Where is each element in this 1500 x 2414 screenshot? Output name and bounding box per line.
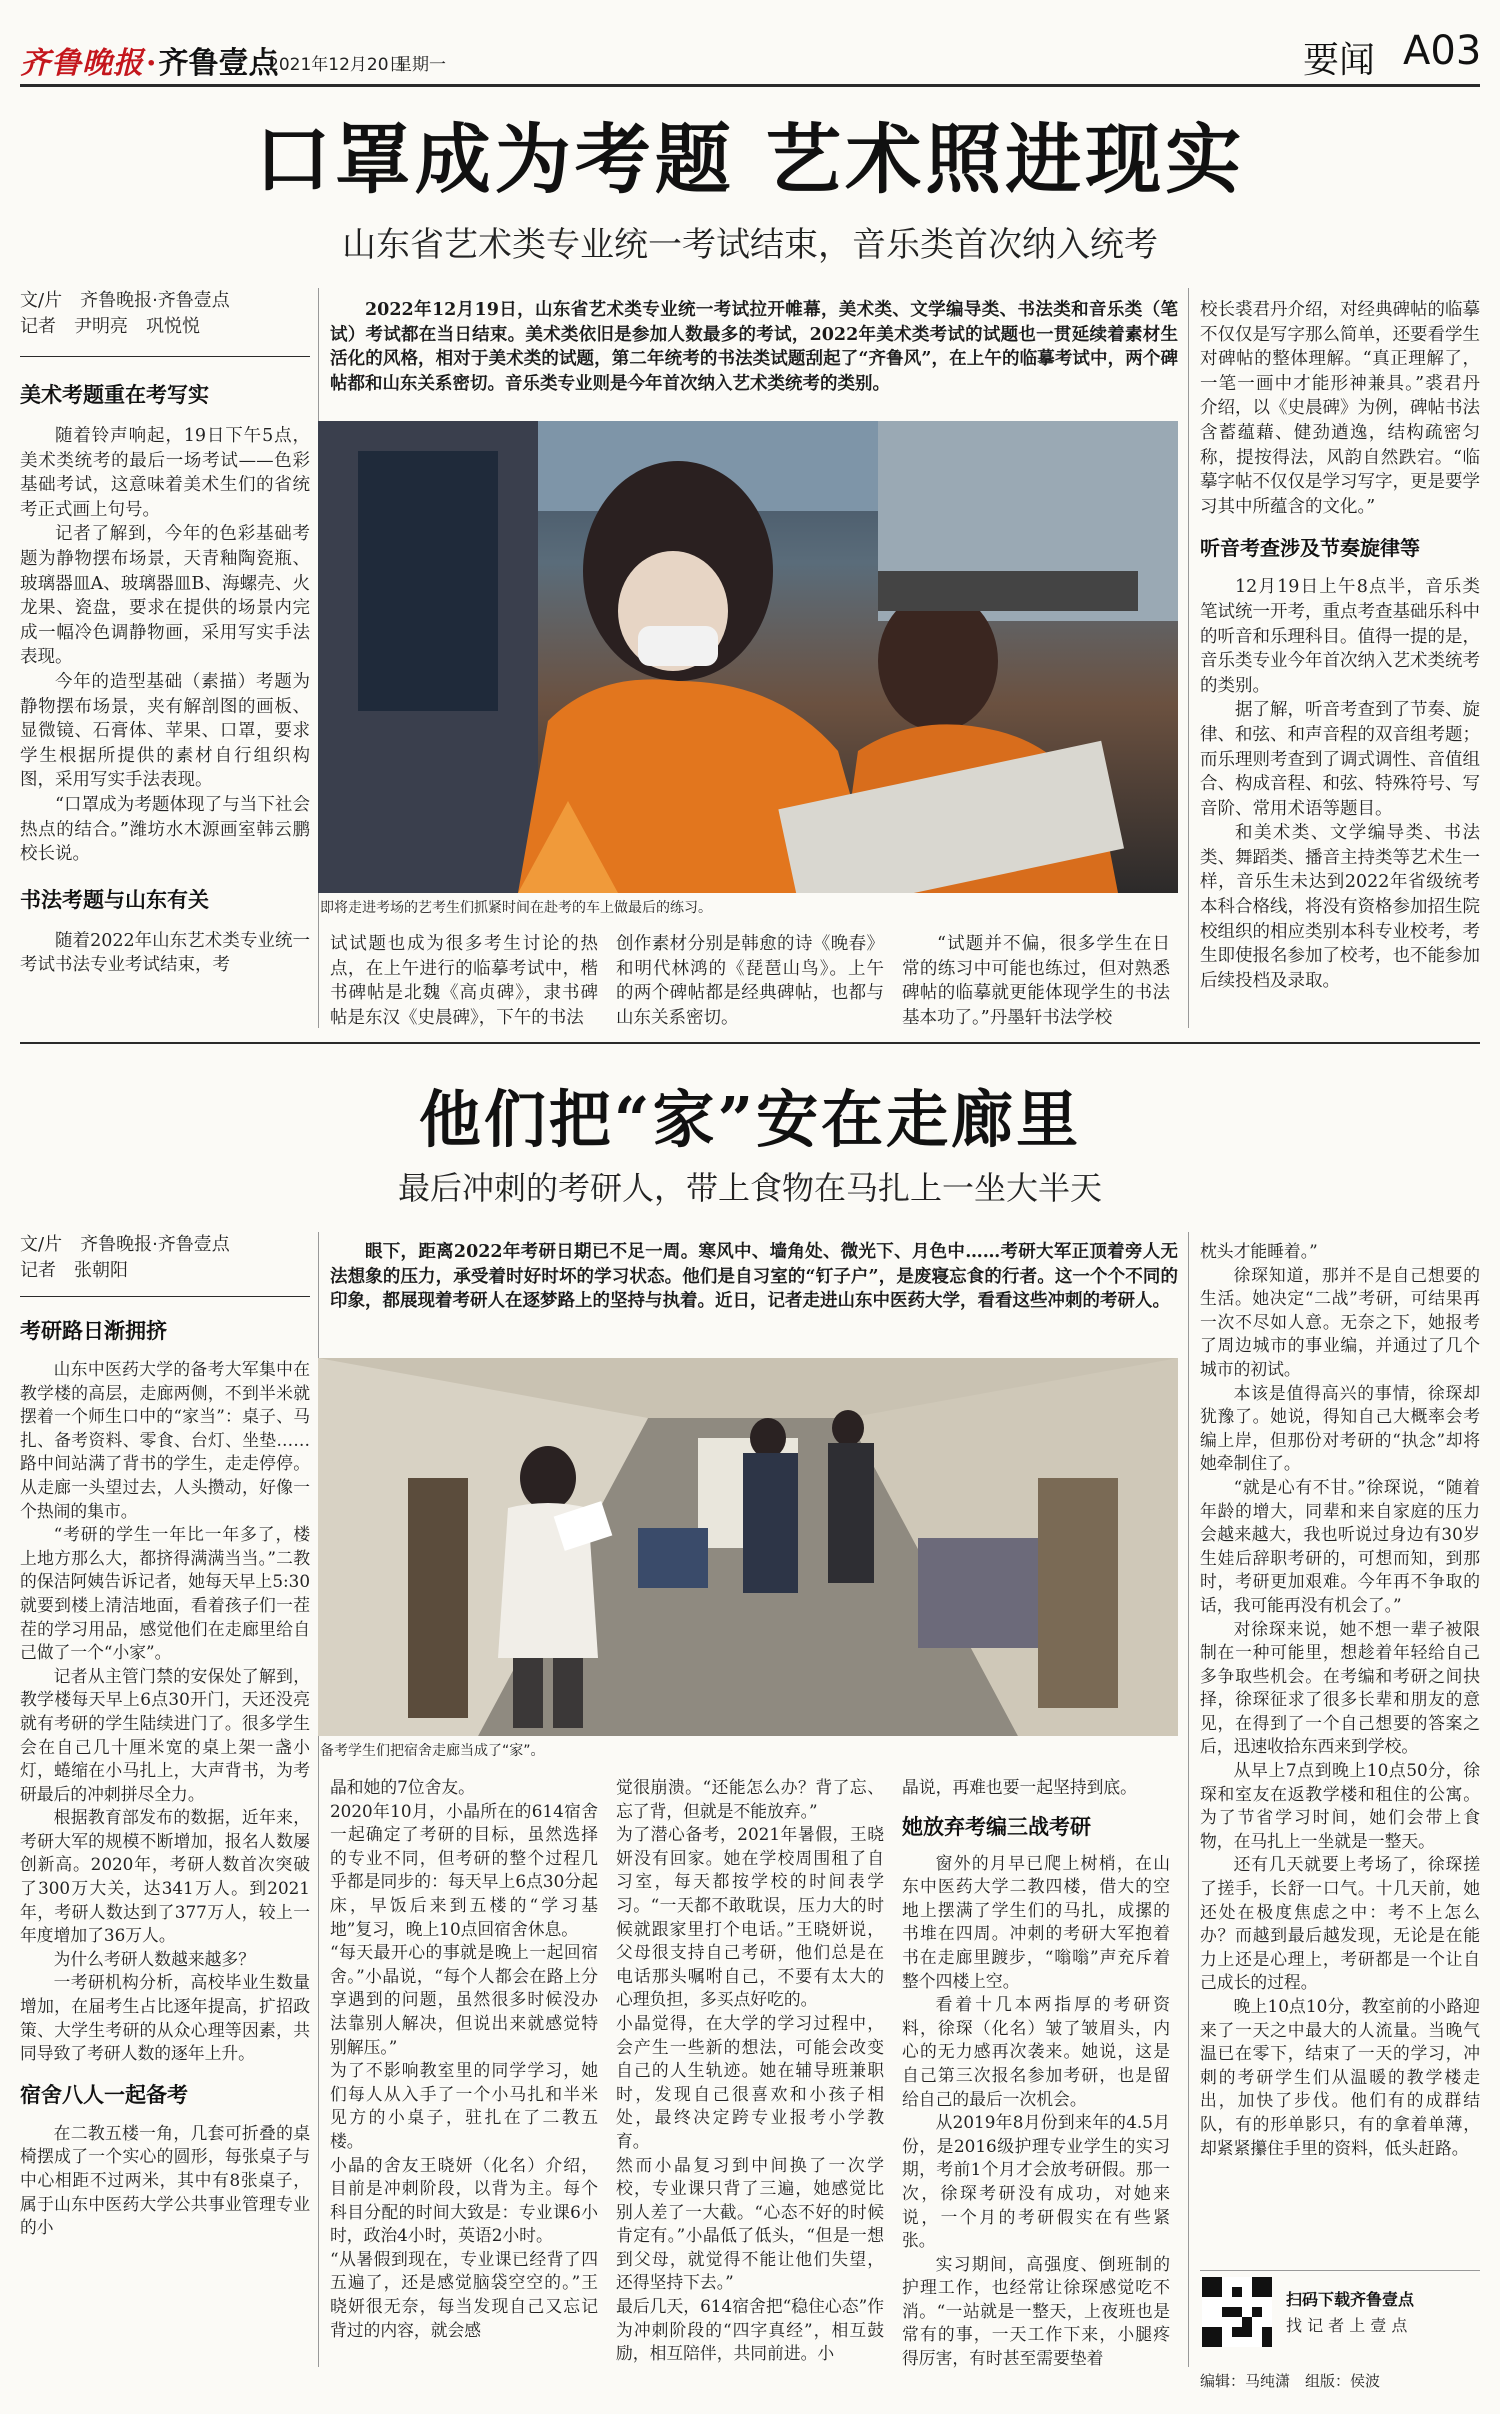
- editor-credit: 编辑：马纯潇 组版：侯波: [1200, 2372, 1381, 2390]
- subheading-art-exam: 美术考题重在考写实: [20, 383, 209, 407]
- byline-rule: [20, 1296, 310, 1297]
- story1-column-5: [1200, 298, 1480, 993]
- masthead: [0, 0, 1500, 80]
- story2-lead: 眼下，距离2022年考研日期已不足一周。寒风中、墙角处、微光下、月色中……考研大军正顶着旁人无法想象的压力，承受着时好时坏的学习状态。他们是自习室的“钉子户”，是废寝忘食的行者。这一个个不同的印象，都展现着考研人在逐梦路上的坚持与执着。近日，记者走进山东中医药大学，看看这些冲刺的考研人。: [330, 1242, 1178, 1312]
- paragraph: “就是心有不甘。”徐琛说，“随着年龄的增大，同辈和来自家庭的压力会越来越大，我也听说过身边有30岁生娃后辞职考研的，可想而知，到那时，考研更加艰难。今年再不争取的话，我可能再没有机会了。”: [1200, 1476, 1480, 1615]
- paragraph: 从早上7点到晚上10点50分，徐琛和室友在返教学楼和租住的公寓。为了节省学习时间，她们会带上食物，在马扎上一坐就是一整天。: [1200, 1760, 1480, 1851]
- paragraph: “考研的学生一年比一年多了，楼上地方那么大，都挤得满满当当。”二教的保洁阿姨告诉记者，她每天早上5:30就要到楼上清洁地面，看着孩子们一茬茬的学习用品，感觉他们在走廊里给自己做了一个“小家”。: [20, 1524, 310, 1663]
- story1-column-2: 试试题也成为很多考生讨论的热点，在上午进行的临摹考试中，楷书碑帖是北魏《高贞碑》，隶书碑帖是东汉《史晨碑》，下午的书法: [330, 934, 598, 1028]
- newspaper-logo: [20, 38, 279, 81]
- story1-photo-caption: 即将走进考场的艺考生们抓紧时间在赴考的车上做最后的练习。: [320, 900, 712, 916]
- paragraph: 12月19日上午8点半，音乐类笔试统一开考，重点考查基础乐科中的听音和乐理科目。值得一提的是，音乐类专业今年首次纳入艺术类统考的类别。: [1200, 577, 1480, 696]
- photo-exam-bus-students: [318, 421, 1178, 893]
- story2-byline: [20, 1232, 310, 1284]
- paragraph: 在二教五楼一角，几套可折叠的桌椅摆成了一个实心的圆形，每张桌子与中心相距不过两米，其中有8张桌子，属于山东中医药大学公共事业管理专业的小: [20, 2122, 310, 2238]
- story1-column-4: “试题并不偏，很多学生在日常的练习中可能也练过，但对熟悉碑帖的临摹就更能体现学生的书法基本功了。”丹墨轩书法学校: [902, 934, 1170, 1028]
- story1-byline: [20, 288, 310, 340]
- paragraph: 徐琛知道，那并不是自己想要的生活。她决定“二战”考研，可结果再一次不尽如人意。无奈之下，她报考了周边城市的事业编，并通过了几个城市的初试。: [1200, 1264, 1480, 1379]
- byline-reporters: 记者 张朝阳: [20, 1260, 128, 1281]
- paragraph: 记者从主管门禁的安保处了解到，教学楼每天早上6点30开门，天还没亮就有考研的学生陆续进门了。很多学生会在自己几十厘米宽的桌上架一盏小灯，蜷缩在小马扎上，大声背书，为考研最后的冲刺拼尽全力。: [20, 1665, 310, 1804]
- paragraph: 本该是值得高兴的事情，徐琛却犹豫了。她说，得知自己大概率会考编上岸，但那份对考研的“执念”却将她牵制住了。: [1200, 1382, 1480, 1474]
- story-divider: [20, 1042, 1480, 1044]
- story2-column-3: 觉很崩溃。“还能怎么办？背了忘、忘了背，但就是不能放弃。” 为了潜心备考，2021年暑假，王晓妍没有回家。她在学校周围租了自习室，每天都按学校的时间表学习。“一天都不敢耽误，压力大的时候就跟家里打个电话。”王晓妍说，父母很支持自己考研，他们总是在电话那头嘱咐自己，不要有太大的心理负担，多买点好吃的。 小晶觉得，在大学的学习过程中，会产生一些新的想法，可能会改变自己的人生轨迹。她在辅导班兼职时，发现自己很喜欢和小孩子相处，最终决定跨专业报考小学教育。 然而小晶复习到中间换了一次学校，专业课只背了三遍，她感觉比别人差了一大截。“心态不好的时候肯定有。”小晶低了低头，“但是一想到父母，就觉得不能让他们失望，还得坚持下去。” 最后几天，614宿舍把“稳住心态”作为冲刺阶段的“四字真经”，相互鼓励，相互陪伴，共同前进。小: [616, 1777, 884, 2364]
- paragraph: 山东中医药大学的备考大军集中在教学楼的高层，走廊两侧，不到半米就摆着一个师生口中的“家当”：桌子、马扎、备考资料、零食、台灯、坐垫……路中间站满了背书的学生，走走停停。从走廊一头望过去，人头攒动，好像一个热闹的集市。: [20, 1359, 310, 1521]
- paragraph: 一考研机构分析，高校毕业生数量增加，在届考生占比逐年提高，扩招政策、大学生考研的从众心理等因素，共同导致了考研人数的逐年上升。: [20, 1972, 310, 2064]
- paragraph: 为什么考研人数越来越多？: [53, 1948, 255, 1969]
- issue-date: 2021年12月20日: [268, 55, 406, 75]
- column-divider: [1188, 1232, 1189, 2367]
- paragraph: 随着铃声响起，19日下午5点，美术类统考的最后一场考试——色彩基础考试，这意味着美术生们的省统考正式画上句号。: [20, 426, 310, 520]
- story1-lead: 2022年12月19日，山东省艺术类专业统一考试拉开帷幕，美术类、文学编导类、书法类和音乐类（笔试）考试都在当日结束。美术类依旧是参加人数最多的考试，2022年美术类考试的试题也一贯延续着素材生活化的风格，相对于美术类的试题，第二年统考的书法类试题刮起了“齐鲁风”，在上午的临摹考试中，两个碑帖都和山东关系密切。音乐类专业则是今年首次纳入艺术类统考的类别。: [330, 300, 1178, 394]
- story2-column-2: 晶和她的7位舍友。 2020年10月，小晶所在的614宿舍一起确定了考研的目标，虽然选择的专业不同，但考研的整个过程几乎都是同步的：每天早上6点30分起床，早饭后来到五楼的“学习基地”复习，晚上10点回宿舍休息。 “每天最开心的事就是晚上一起回宿舍。”小晶说，“每个人都会在路上分享遇到的问题，虽然很多时候没办法靠别人解决，但说出来就感觉特别解压。” 为了不影响教室里的同学学习，她们每人从入手了一个小马扎和半米见方的小桌子，驻扎在了二教五楼。 小晶的舍友王晓妍（化名）介绍，目前是冲刺阶段，以背为主。每个科目分配的时间大致是：专业课6小时，政治4小时，英语2小时。 “从暑假到现在，专业课已经背了四五遍了，还是感觉脑袋空空的。”王晓妍很无奈，每当发现自己又忘记背过的内容，就会感: [330, 1777, 598, 2340]
- paragraph: 随着2022年山东艺术类专业统一考试书法专业考试结束，考: [20, 930, 310, 976]
- column-divider: [1188, 288, 1189, 1028]
- qr-code-icon[interactable]: [1202, 2277, 1272, 2347]
- story2-subheadline: 最后冲刺的考研人，带上食物在马扎上一坐大半天: [397, 1169, 1102, 1207]
- paragraph: 对徐琛来说，她不想一辈子被限制在一种可能里，想趁着年轻给自己多争取些机会。在考编和考研之间抉择，徐琛征求了很多长辈和朋友的意见，在得到了一个自己想要的答案之后，迅速收拾东西来到学校。: [1200, 1618, 1480, 1757]
- story2-column-5: [1200, 1240, 1480, 2160]
- story2-photo: [318, 1358, 1178, 1736]
- story2-column-4: [902, 1776, 1170, 2371]
- paragraph: 枕头才能睡着。”: [1200, 1241, 1318, 1261]
- subheading-calligraphy: 书法考题与山东有关: [20, 887, 209, 912]
- photo-corridor-students: [318, 1358, 1178, 1736]
- qr-box: [1200, 2270, 1480, 2350]
- paragraph: 和美术类、文学编导类、书法类、舞蹈类、播音主持类等艺术生一样，音乐生未达到2022年省级统考本科合格线，将没有资格参加招生院校组织的相应类别本科专业校考，考生即使报名参加了校考，也不能参加后续投档及录取。: [1200, 823, 1480, 991]
- paragraph: “口罩成为考题体现了与当下社会热点的结合。”潍坊水木源画室韩云鹏校长说。: [20, 794, 310, 865]
- paragraph: 看着十几本两指厚的考研资料，徐琛（化名）皱了皱眉头，内心的无力感再次袭来。她说，这是自己第三次报名参加考研，也是留给自己的最后一次机会。: [902, 1994, 1170, 2109]
- paragraph: 窗外的月早已爬上树梢，在山东中医药大学二教四楼，借大的空地上摆满了学生们的马扎，成摞的书堆在四周。冲刺的考研大军抱着书在走廊里踱步，“嗡嗡”声充斥着整个四楼上空。: [902, 1852, 1170, 1991]
- subheading-third-try: 她放弃考编三战考研: [902, 1814, 1091, 1839]
- story1-column-3: 创作素材分别是韩愈的诗《晚春》和明代林鸿的《琵琶山鸟》。上午的两个碑帖都是经典碑帖，也都与山东关系密切。: [616, 934, 884, 1028]
- story1-subheadline: 山东省艺术类专业统一考试结束，音乐类首次纳入统考: [342, 225, 1158, 265]
- story2-photo-caption: 备考学生们把宿舍走廊当成了“家”。: [320, 1743, 545, 1759]
- paragraph: 记者了解到，今年的色彩基础考题为静物摆布场景，天青釉陶瓷瓶、玻璃器皿A、玻璃器皿B、海螺壳、火龙果、瓷盘，要求在提供的场景内完成一幅冷色调静物画，采用写实手法表现。: [20, 524, 310, 668]
- paragraph: 据了解，听音考查到了节奏、旋律、和弦、和声音程的双音组考题；而乐理则考查到了调式调性、音值组合、构成音程、和弦、特殊符号、写音阶、常用术语等题目。: [1200, 700, 1480, 819]
- issue-weekday: 星期一: [395, 55, 446, 75]
- story1-headline: 口罩成为考题 艺术照进现实: [254, 115, 1246, 204]
- story2-headline: 他们把“家”安在走廊里: [418, 1083, 1082, 1156]
- byline-source: 文/片 齐鲁晚报·齐鲁壹点: [20, 1234, 230, 1255]
- subheading-music-exam: 听音考查涉及节奏旋律等: [1200, 536, 1420, 561]
- paragraph: 晶说，再难也要一起坚持到底。: [902, 1777, 1137, 1797]
- qr-caption-line2: 找 记 者 上 壹 点: [1286, 2316, 1408, 2335]
- logo-qilu-evening: 齐鲁晚报: [20, 46, 144, 81]
- subheading-dorm-eight: 宿舍八人一起备考: [20, 2082, 188, 2107]
- paragraph: 晚上10点10分，教室前的小路迎来了一天之中最大的人流量。当晚气温已在零下，结束了一天的学习，冲刺的考研学生们从温暖的教学楼走出，加快了步伐。他们有的成群结队，有的形单影只，有的拿着单薄，却紧紧攥住手里的资料，低头赶路。: [1200, 1996, 1480, 2158]
- paragraph: 今年的造型基础（素描）考题为静物摆布场景，夹有解剖图的画板、显微镜、石膏体、苹果、口罩，要求学生根据所提供的素材自行组织构图，采用写实手法表现。: [20, 671, 310, 791]
- page-number: A03: [1403, 28, 1482, 74]
- logo-separator: ·: [146, 46, 157, 81]
- paragraph: 从2019年8月份到来年的4.5月份，是2016级护理专业学生的实习期，考前1个月才会放考研假。那一次，徐琛考研没有成功，对她来说，一个月的考研假实在有些紧张。: [902, 2112, 1170, 2251]
- byline-source: 文/片 齐鲁晚报·齐鲁壹点: [20, 290, 230, 311]
- paragraph: 校长裘君丹介绍，对经典碑帖的临摹不仅仅是写字那么简单，还要看学生对碑帖的整体理解。“真正理解了，一笔一画中才能形神兼具。”裘君丹介绍，以《史晨碑》为例，碑帖书法含蓄蕴藉、健劲遒逸，结构疏密匀称，提按得法，风韵自然跌宕。“临摹字帖不仅仅是学习写字，更是要学习其中所蕴含的文化。”: [1200, 300, 1480, 517]
- logo-qilu-yidian: 齐鲁壹点: [158, 46, 279, 81]
- masthead-rule: [20, 84, 1480, 87]
- byline-rule: [20, 356, 310, 357]
- paragraph: 还有几天就要上考场了，徐琛搓了搓手，长舒一口气。十几天前，她还处在极度焦虑之中：考不上怎么办？而越到最后越发现，无论是在能力上还是心理上，考研都是一个让自己成长的过程。: [1200, 1854, 1480, 1993]
- paragraph: 实习期间，高强度、倒班制的护理工作，也经常让徐琛感觉吃不消。“一站就是一整天，上夜班也是常有的事，一天工作下来，小腿疼得厉害，有时甚至需要垫着: [902, 2253, 1170, 2369]
- story1-column-1: [20, 368, 310, 978]
- section-name: 要闻: [1303, 40, 1376, 81]
- story1-photo: [318, 421, 1178, 893]
- byline-reporters: 记者 尹明亮 巩悦悦: [20, 316, 200, 337]
- paragraph: 根据教育部发布的数据，近年来，考研大军的规模不断增加，报名人数屡创新高。2020年，考研人数首次突破了300万大关，达341万人。到2021年，考研人数达到了377万人，较上一年度增加了36万人。: [20, 1807, 310, 1946]
- qr-caption-line1: 扫码下载齐鲁壹点: [1286, 2290, 1415, 2309]
- subheading-crowded-road: 考研路日渐拥挤: [20, 1319, 167, 1343]
- story2-column-1: [20, 1306, 310, 2240]
